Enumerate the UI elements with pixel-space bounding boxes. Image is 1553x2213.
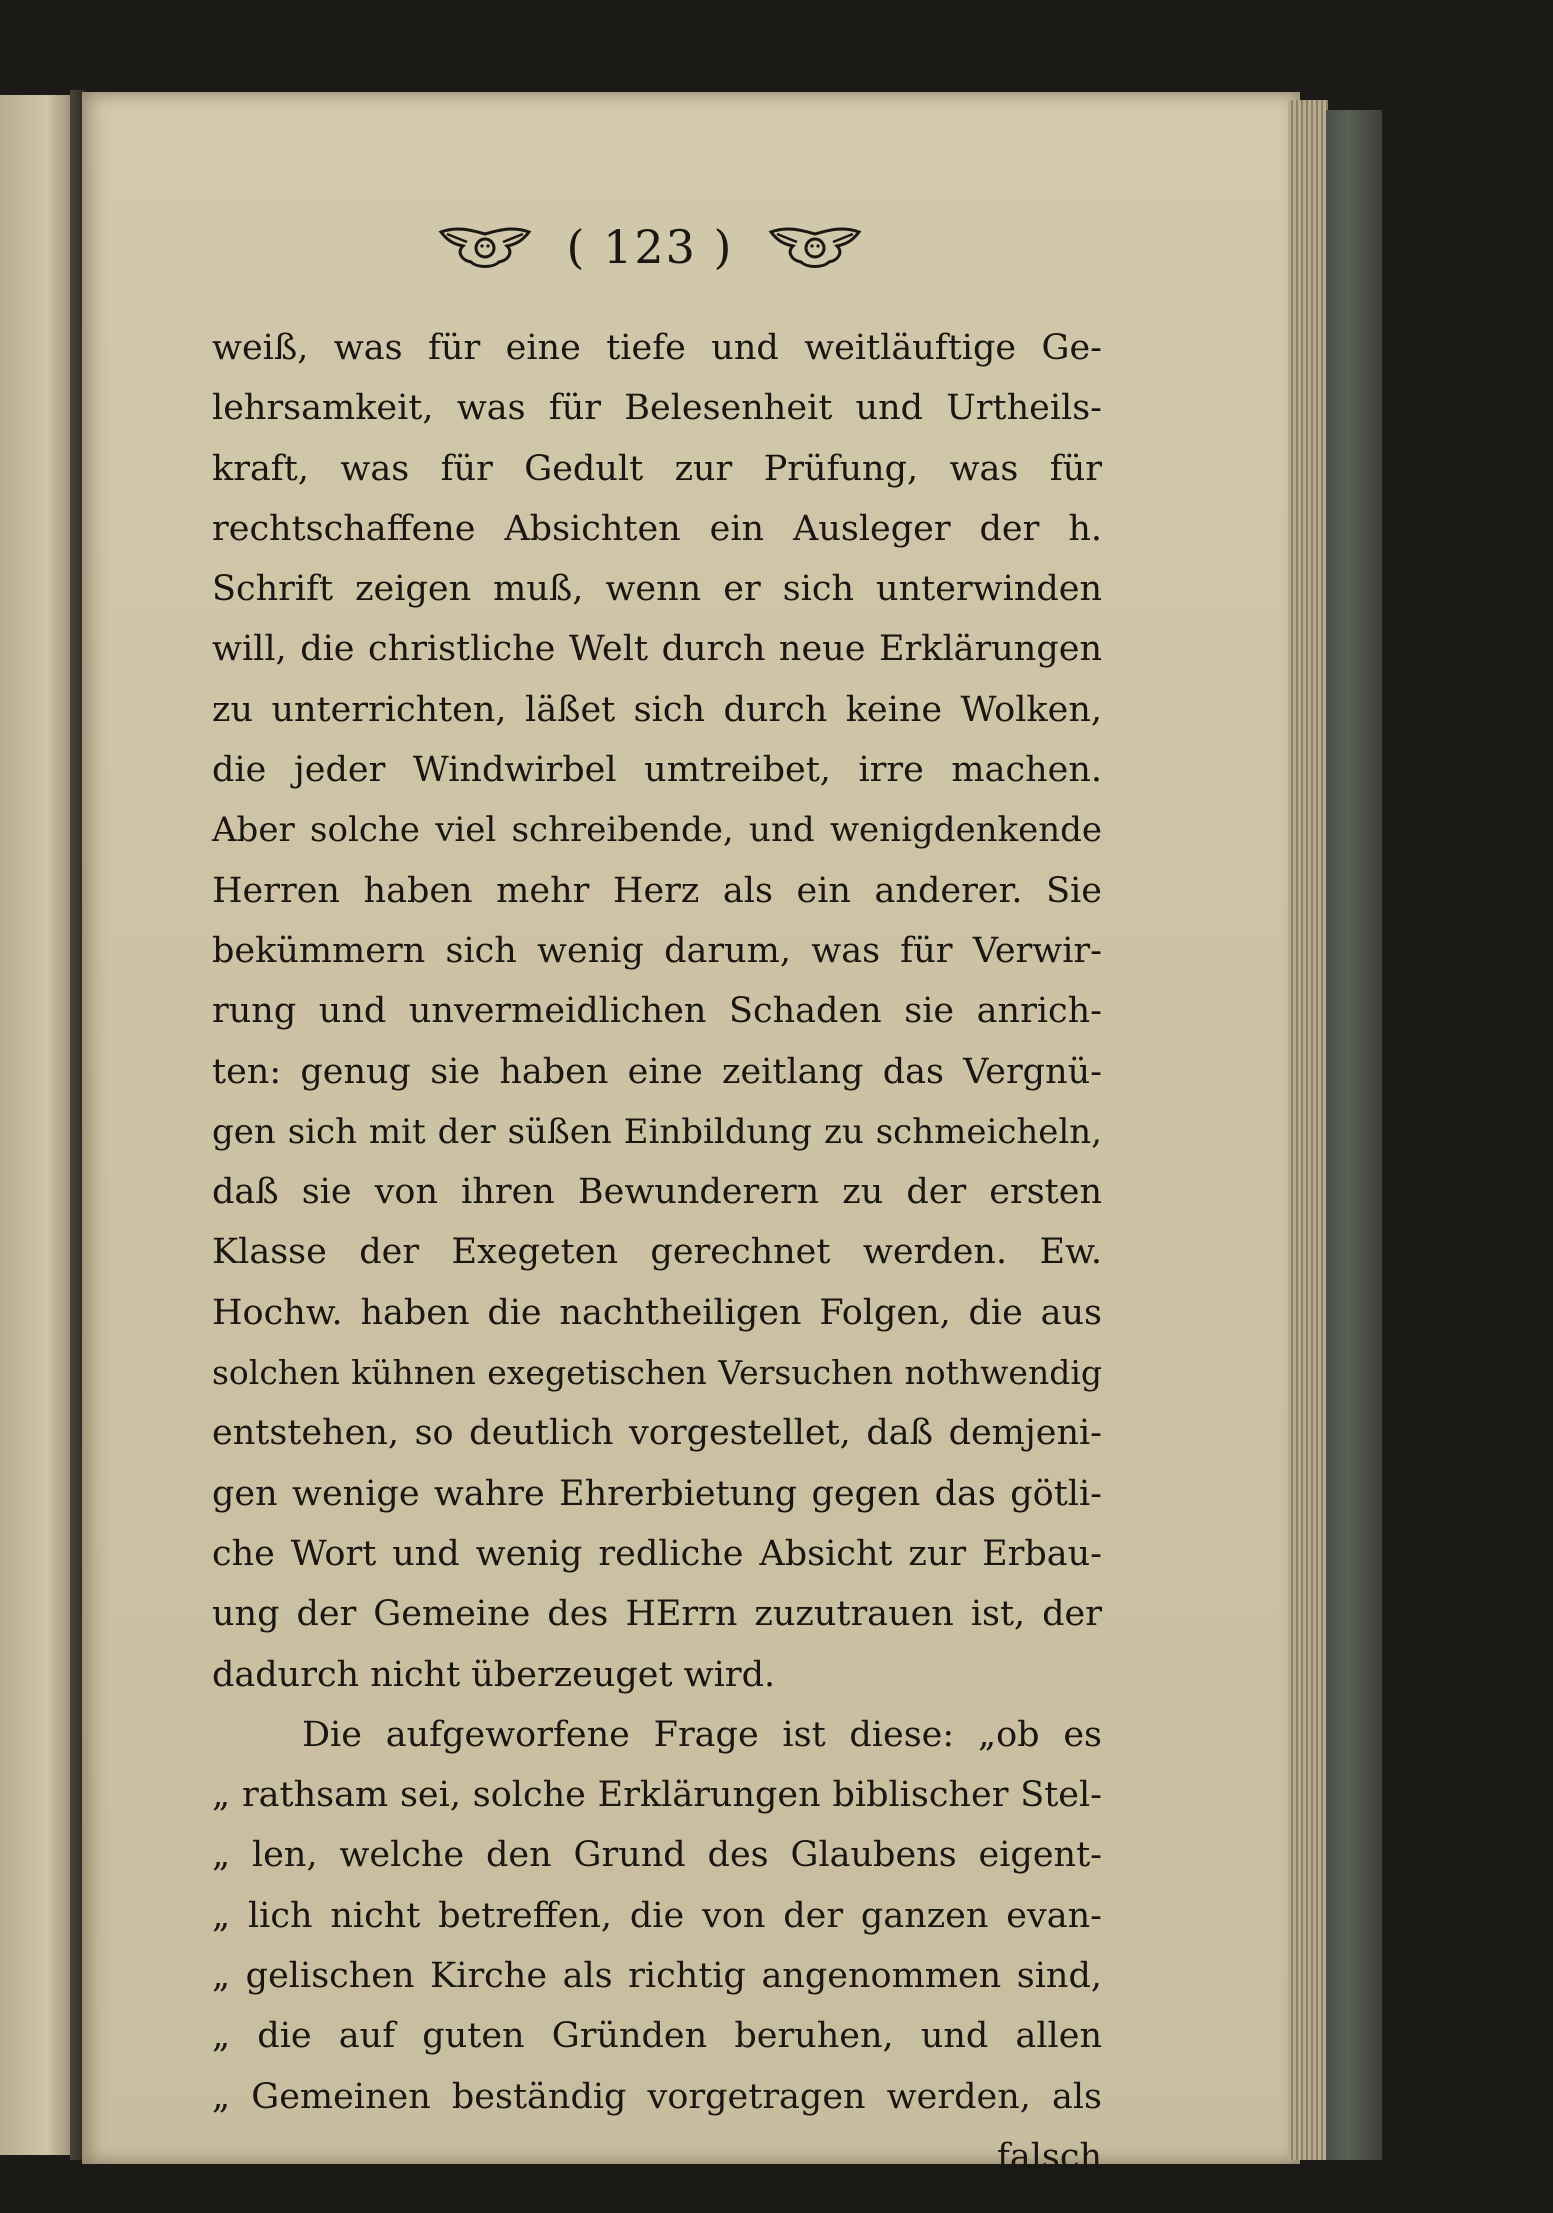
text-line: Hochw. haben die nachtheiligen Folgen, die aus [212, 1292, 1102, 1333]
text-line: will, die christliche Welt durch neue Erklärungen [212, 629, 1102, 670]
text-line: gen wenige wahre Ehrerbietung gegen das götli- [212, 1473, 1102, 1514]
text-line: „ rathsam sei, solche Erklärungen biblischer Stel- [212, 1775, 1102, 1816]
text-line: che Wort und wenig redliche Absicht zur Erbau- [212, 1533, 1102, 1574]
catchword: „ falsch [967, 2136, 1102, 2177]
left-page-edge [0, 95, 78, 2155]
page-header [400, 212, 900, 282]
text-line: „ len, welche den Grund des Glaubens eigent- [212, 1835, 1102, 1876]
text-line: entstehen, so deutlich vorgestellet, daß demjeni- [212, 1413, 1102, 1454]
text-line: „ gelischen Kirche als richtig angenommen sind, [212, 1956, 1102, 1997]
text-line: weiß, was für eine tiefe und weitläuftige Ge- [212, 328, 1102, 368]
text-line: ten: genug sie haben eine zeitlang das Vergnü- [212, 1051, 1102, 1092]
text-line: lehrsamkeit, was für Belesenheit und Urtheils- [212, 388, 1102, 429]
book-cover-edge [1326, 110, 1382, 2160]
text-line: bekümmern sich wenig darum, was für Verwir- [212, 930, 1102, 971]
text-line: die jeder Windwirbel umtreibet, irre machen. [212, 750, 1102, 791]
text-line: kraft, was für Gedult zur Prüfung, was für [212, 448, 1102, 489]
text-line: Herren haben mehr Herz als ein anderer. Sie [212, 870, 1102, 911]
text-line: rung und unvermeidlichen Schaden sie anrich- [212, 991, 1102, 1032]
text-line: Klasse der Exegeten gerechnet werden. Ew. [212, 1232, 1102, 1273]
text-line: „ die auf guten Gründen beruhen, und allen [212, 2016, 1102, 2057]
text-line: Die aufgeworfene Frage ist diese: „ob es [302, 1714, 1102, 1755]
text-line: Aber solche viel schreibende, und wenigdenkende [212, 810, 1102, 851]
text-line: gen sich mit der süßen Einbildung zu schmeicheln, [212, 1111, 1102, 1152]
head-ornament-icon [767, 224, 863, 270]
page-stack-edges [1288, 100, 1328, 2160]
text-line: rechtschaffene Absichten ein Ausleger der h. [212, 508, 1102, 549]
text-line: ung der Gemeine des HErrn zuzutrauen ist, der [212, 1594, 1102, 1635]
text-line: solchen kühnen exegetischen Versuchen nothwendig [212, 1353, 1102, 1393]
text-line: „ lich nicht betreffen, die von der ganzen evan- [212, 1895, 1102, 1936]
text-line: Schrift zeigen muß, wenn er sich unterwinden [212, 569, 1102, 610]
head-ornament-icon [437, 224, 533, 270]
text-line: „ Gemeinen beständig vorgetragen werden, als [212, 2076, 1102, 2117]
page-number: ( 123 ) [566, 220, 734, 274]
text-line: zu unterrichten, läßet sich durch keine Wolken, [212, 689, 1102, 730]
body-text [212, 318, 1102, 2187]
text-line: dadurch nicht überzeuget wird. [212, 1654, 776, 1695]
text-line: daß sie von ihren Bewunderern zu der ersten [212, 1172, 1102, 1213]
